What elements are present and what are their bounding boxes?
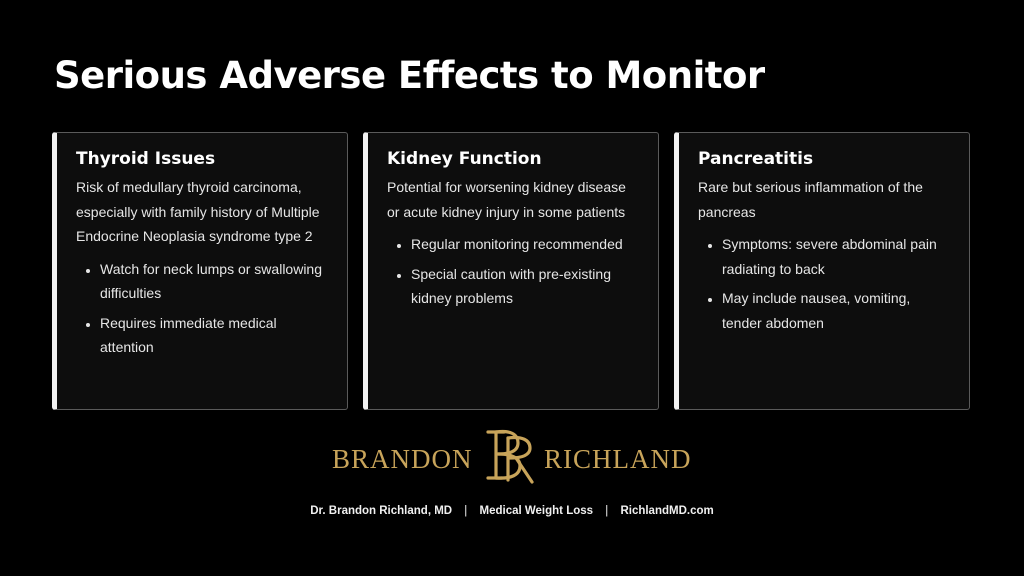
- card-kidney-function: [363, 132, 659, 410]
- card-heading: Pancreatitis: [698, 149, 814, 169]
- card-heading: Thyroid Issues: [76, 149, 216, 169]
- card-bullet: • Regular monitoring recommended: [411, 232, 640, 257]
- logo-right-word: RICHLAND: [544, 444, 692, 474]
- card-bullet: • Requires immediate medical attention: [100, 311, 329, 360]
- card-thyroid-issues: [52, 132, 348, 410]
- card-heading: Kidney Function: [387, 149, 542, 169]
- cards-row: [52, 132, 970, 410]
- card-bullet-list: [76, 257, 329, 360]
- card-body: Rare but serious inflammation of the pancreas: [698, 179, 923, 220]
- footer-separator: |: [464, 505, 468, 517]
- footer-website: RichlandMD.com: [620, 505, 714, 517]
- logo-left-word: BRANDON: [332, 444, 473, 474]
- card-body: Potential for worsening kidney disease or acute kidney injury in some patients: [387, 179, 626, 220]
- footer-separator: |: [605, 505, 609, 517]
- footer-credits: [0, 505, 1024, 517]
- card-bullet: • Symptoms: severe abdominal pain radiating to back: [722, 232, 951, 281]
- footer-doctor-name: Dr. Brandon Richland, MD: [310, 505, 453, 517]
- card-bullet: • May include nausea, vomiting, tender abdomen: [722, 286, 951, 335]
- card-bullet: • Watch for neck lumps or swallowing difficulties: [100, 257, 329, 306]
- br-monogram-icon: [482, 424, 540, 486]
- card-body: Risk of medullary thyroid carcinoma, especially with family history of Multiple Endocrine Neoplasia syndrome type 2: [76, 179, 320, 244]
- brand-logo: [332, 424, 692, 486]
- card-bullet: • Special caution with pre-existing kidney problems: [411, 262, 640, 311]
- slide-title: Serious Adverse Effects to Monitor: [54, 54, 765, 97]
- card-bullet-list: [698, 232, 951, 335]
- footer-specialty: Medical Weight Loss: [479, 505, 594, 517]
- card-pancreatitis: [674, 132, 970, 410]
- card-bullet-list: [387, 232, 640, 311]
